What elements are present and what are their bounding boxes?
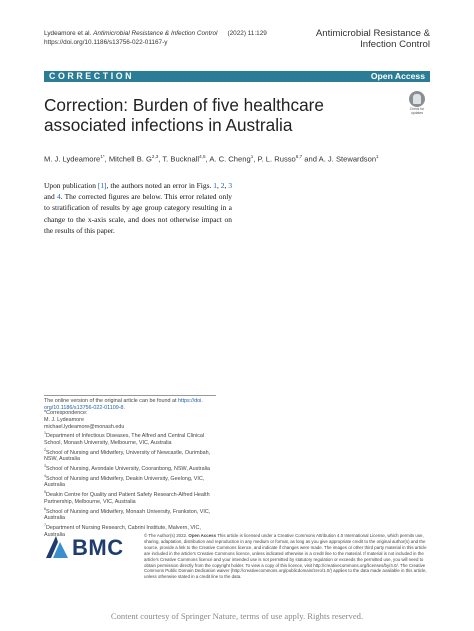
affiliation: $^1$Department of Infectious Diseases, The Alfred and Central Clinical School, Monash University, Melbourne, VIC, Australia [44,431,205,446]
check-for-updates-button[interactable]: Check for updates [405,91,429,117]
article-body: Upon publication [1], the authors noted an error in Figs. 1, 2, 3 and 4. The corrected figures are below. This error related only to stratification of results by age group category resulting in a change to the x-axis scale, and does not otherwise impact on the results of this paper. [44,181,233,235]
crossmark-icon [409,91,425,107]
figure-link[interactable]: 4 [56,192,61,202]
courtesy-footer: Content courtesy of Springer Nature, terms of use apply. Rights reserved. [110,611,364,621]
affiliation: $^4$School of Nursing and Midwifery, Deakin University, Geelong, VIC, Australia [44,473,205,489]
affiliation: $^2$School of Nursing and Midwifery, University of Newcastle, Ourimbah, NSW, Australia [44,447,211,463]
license-statement: © The Author(s) 2022. Open Access This article is licensed under a Creative Commons Attribution 4.0 International License, which permits use, sharing, adaptation, distribution and reproduction in any medium or format, as long as you give appropriate credit to the original author(s) and the source, provide a link to the Creative Commons licence, and indicate if changes were made. The images or other third party material in this article are included in the article's Creative Commons licence, unless indicated otherwise in a credit line to the material. If material is not included in the article's Creative Commons licence and your intended use is not permitted by statutory regulation or exceeds the permitted use, you will need to obtain permission directly from the copyright holder. To view a copy of this licence, visit http://creativecommons.org/licenses/by/4.0/. The Creative Commons Public Domain Dedication waiver (http://creativecommons.org/publicdomain/zero/1.0/) applies to the data made available in this article, unless otherwise stated in a credit line to the data. [144,533,427,580]
bmc-logo-icon [44,534,70,560]
affiliation: $^5$Deakin Centre for Quality and Patient Safety Research-Alfred Health Partnership, Melbourne, VIC, Australia [44,490,210,505]
header-doi[interactable]: https://doi.org/10.1186/s13756-022-01167-y [44,38,168,46]
header-year-pages: (2022) 11:129 [227,30,267,37]
author-name[interactable]: A. J. Stewardson [318,154,377,164]
article-title: Correction: Burden of five healthcare associated infections in Australia [44,95,324,135]
bmc-logo: BMC [44,534,134,560]
author-name[interactable]: T. Bucknall [162,154,200,164]
article-type-label: CORRECTION [49,71,135,81]
author-name[interactable]: M. J. Lydeamore [44,154,101,164]
correspondence-heading: *Correspondence: [44,410,88,416]
header-authors: Lydeamore et al. Antimicrobial Resistance & Infection Control [44,30,218,37]
correspondence-email[interactable]: michael.lydeamore@monash.edu [44,423,125,430]
correspondence-name: M. J. Lydeamore [44,416,84,423]
figure-link[interactable]: 1 [213,181,217,190]
author-name[interactable]: P. L. Russo [257,154,296,164]
original-article-link[interactable]: https://doi. org/10.1186/s13756-022-01109-8. [44,398,203,411]
affiliation: $^3$School of Nursing, Avondale University, Cooranbong, NSW, Australia [44,464,210,472]
open-access-label: Open Access [370,71,425,81]
original-article-note: The online version of the original article can be found at https://doi. org/10.1186/s13756-022-01109-8. [44,395,216,412]
reference-link[interactable]: [1] [97,181,107,190]
affiliation: $^6$School of Nursing and Midwifery, Monash University, Frankston, VIC, Australia [44,506,211,522]
author-name[interactable]: A. C. Cheng [209,154,251,164]
author-name[interactable]: Mitchell B. G [108,154,152,164]
running-header [44,30,277,47]
figure-link[interactable]: 3 [228,181,233,190]
author-list: M. J. Lydeamore$^{1*}$, Mitchell B. G$^{2,3}$, T. Bucknall$^{4,5}$, A. C. Cheng$^1$, P. L. Russo$^{6,7}$ and A. J. Stewardson$^1$ [44,154,379,164]
journal-name: Antimicrobial Resistance & Infection Control [315,28,430,51]
figure-link[interactable]: 2 [220,181,225,190]
article-type-banner [44,71,430,82]
correspondence-block [44,410,216,538]
affiliation: $^7$Department of Nursing Research, Cabrini Institute, Malvern, VIC, Australia [44,522,201,538]
